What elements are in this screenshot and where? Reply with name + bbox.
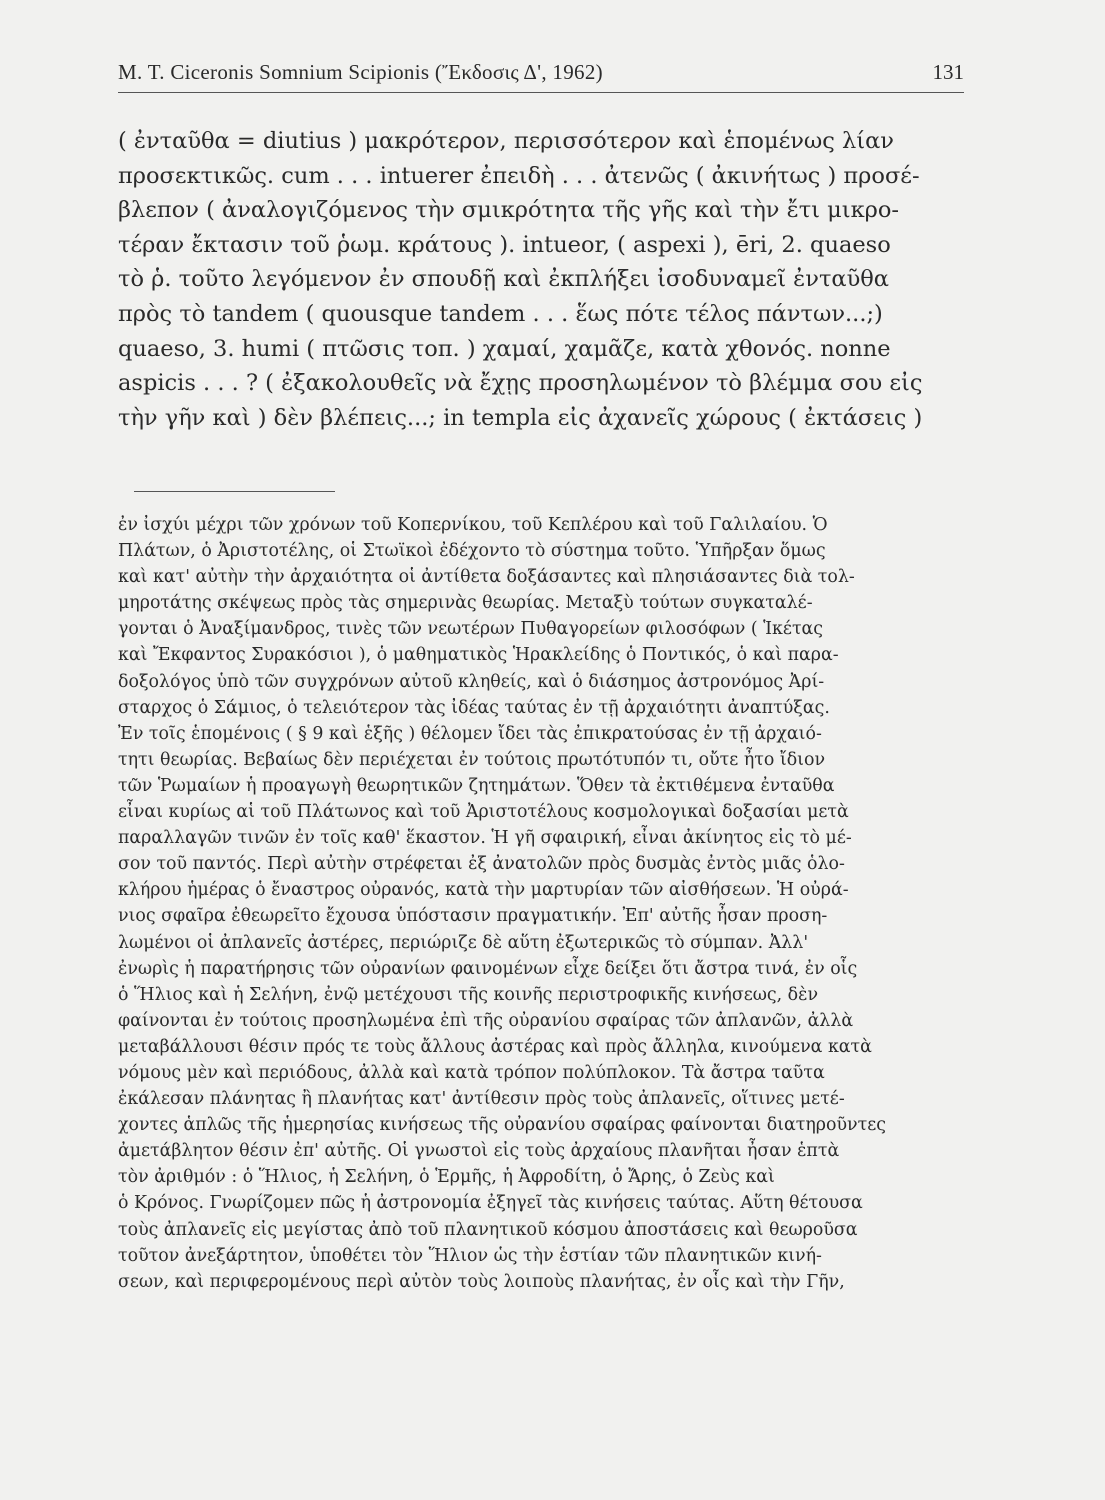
footnote-line: καὶ κατ' αὐτὴν τὴν ἀρχαιότητα οἱ ἀντίθετα δοξάσαντες καὶ πλησιάσαντες διὰ τολ- bbox=[118, 567, 855, 588]
footnote-line: μηροτάτης σκέψεως πρὸς τὰς σημερινὰς θεωρίας. Μεταξὺ τούτων συγκαταλέ- bbox=[118, 593, 813, 614]
footnote-line: τοὺς ἀπλανεῖς εἰς μεγίστας ἀπὸ τοῦ πλανητικοῦ κόσμου ἀποστάσεις καὶ θεωροῦσα bbox=[118, 1219, 858, 1240]
footnote-line: δοξολόγος ὑπὸ τῶν συγχρόνων αὐτοῦ κληθείς, καὶ ὁ διάσημος ἀστρονόμος Ἀρί- bbox=[118, 671, 825, 692]
main-commentary-text bbox=[118, 124, 970, 435]
running-header bbox=[118, 60, 964, 93]
footnote-line: σεων, καὶ περιφερομένους περὶ αὐτὸν τοὺς λοιποὺς πλανήτας, ἐν οἷς καὶ τὴν Γῆν, bbox=[118, 1271, 845, 1292]
main-text-line: quaeso, 3. humi ( πτῶσις τοπ. ) χαμαί, χαμᾶζε, κατὰ χθονός. nonne bbox=[118, 335, 891, 362]
footnote-line: ἐκάλεσαν πλάνητας ἢ πλανήτας κατ' ἀντίθεσιν πρὸς τοὺς ἀπλανεῖς, οἵτινες μετέ- bbox=[118, 1089, 845, 1110]
main-text-line: ( ἐνταῦθα = diutius ) μακρότερον, περισσότερον καὶ ἑπομένως λίαν bbox=[118, 128, 894, 154]
main-text-line: τέραν ἔκτασιν τοῦ ῥωμ. κράτους ). intueor, ( aspexi ), ēri, 2. quaeso bbox=[118, 231, 891, 258]
header-title: M. T. Ciceronis Somnium Scipionis (Ἔκδοσις Δ', 1962) bbox=[118, 60, 603, 84]
footnote-divider bbox=[134, 491, 335, 492]
footnote-line: σον τοῦ παντός. Περὶ αὐτὴν στρέφεται ἐξ ἀνατολῶν πρὸς δυσμὰς ἐντὸς μιᾶς ὁλο- bbox=[118, 854, 845, 875]
footnote-line: νιος σφαῖρα ἐθεωρεῖτο ἔχουσα ὑπόστασιν πραγματικήν. Ἐπ' αὐτῆς ἦσαν προση- bbox=[118, 906, 828, 927]
footnote-line: τὸν ἀριθμόν : ὁ Ἥλιος, ἡ Σελήνη, ὁ Ἑρμῆς, ἡ Ἀφροδίτη, ὁ Ἄρης, ὁ Ζεὺς καὶ bbox=[118, 1167, 775, 1188]
footnote-line: μεταβάλλουσι θέσιν πρός τε τοὺς ἄλλους ἀστέρας καὶ πρὸς ἄλληλα, κινούμενα κατὰ bbox=[118, 1036, 872, 1057]
footnote-line: χοντες ἁπλῶς τῆς ἡμερησίας κινήσεως τῆς οὐρανίου σφαίρας φαίνονται διατηροῦντες bbox=[118, 1115, 886, 1136]
page-number: 131 bbox=[932, 60, 964, 84]
footnote-line: γονται ὁ Ἀναξίμανδρος, τινὲς τῶν νεωτέρων Πυθαγορείων φιλοσόφων ( Ἱκέτας bbox=[118, 619, 824, 640]
footnote-line: κλήρου ἡμέρας ὁ ἔναστρος οὐρανός, κατὰ τὴν μαρτυρίαν τῶν αἰσθήσεων. Ἡ οὐρά- bbox=[118, 880, 849, 901]
footnote-line: ὁ Ἥλιος καὶ ἡ Σελήνη, ἐνῷ μετέχουσι τῆς κοινῆς περιστροφικῆς κινήσεως, δὲν bbox=[118, 984, 819, 1005]
footnote-line: τητι θεωρίας. Βεβαίως δὲν περιέχεται ἐν τούτοις πρωτότυπόν τι, οὔτε ἦτο ἴδιον bbox=[118, 749, 826, 770]
footnote-line: ἀμετάβλητον θέσιν ἐπ' αὐτῆς. Οἱ γνωστοὶ εἰς τοὺς ἀρχαίους πλανῆται ἦσαν ἑπτὰ bbox=[118, 1141, 840, 1162]
footnote-line: Πλάτων, ὁ Ἀριστοτέλης, οἱ Στωϊκοὶ ἐδέχοντο τὸ σύστημα τοῦτο. Ὑπῆρξαν ὅμως bbox=[118, 541, 826, 562]
footnote-line: εἶναι κυρίως αἱ τοῦ Πλάτωνος καὶ τοῦ Ἀριστοτέλους κοσμολογικαὶ δοξασίαι μετὰ bbox=[118, 802, 849, 823]
footnote-text bbox=[118, 512, 974, 1321]
footnote-line: ὁ Κρόνος. Γνωρίζομεν πῶς ἡ ἀστρονομία ἐξηγεῖ τὰς κινήσεις ταύτας. Αὕτη θέτουσα bbox=[118, 1193, 863, 1214]
footnote-line: νόμους μὲν καὶ περιόδους, ἀλλὰ καὶ κατὰ τρόπον πολύπλοκον. Τὰ ἄστρα ταῦτα bbox=[118, 1062, 825, 1083]
main-text-line: προσεκτικῶς. cum . . . intuerer ἐπειδὴ . . . ἀτενῶς ( ἀκινήτως ) προσέ- bbox=[118, 162, 920, 189]
main-text-line: βλεπον ( ἀναλογιζόμενος τὴν σμικρότητα τῆς γῆς καὶ τὴν ἔτι μικρο- bbox=[118, 197, 900, 224]
footnote-line: καὶ Ἔκφαντος Συρακόσιοι ), ὁ μαθηματικὸς Ἡρακλείδης ὁ Ποντικός, ὁ καὶ παρα- bbox=[118, 645, 839, 666]
footnote-line: φαίνονται ἐν τούτοις προσηλωμένα ἐπὶ τῆς οὐρανίου σφαίρας τῶν ἀπλανῶν, ἀλλὰ bbox=[118, 1010, 854, 1031]
footnote-line: τῶν Ῥωμαίων ἡ προαγωγὴ θεωρητικῶν ζητημάτων. Ὅθεν τὰ ἐκτιθέμενα ἐνταῦθα bbox=[118, 775, 835, 796]
footnote-line: Ἐν τοῖς ἑπομένοις ( § 9 καὶ ἑξῆς ) θέλομεν ἴδει τὰς ἐπικρατούσας ἐν τῇ ἀρχαιό- bbox=[118, 723, 822, 744]
main-text-line: aspicis . . . ? ( ἐξακολουθεῖς νὰ ἔχῃς προσηλωμένον τὸ βλέμμα σου εἰς bbox=[118, 370, 923, 397]
footnote-line: ἐνωρὶς ἡ παρατήρησις τῶν οὐρανίων φαινομένων εἶχε δείξει ὅτι ἄστρα τινά, ἐν οἷς bbox=[118, 958, 858, 979]
footnote-line: σταρχος ὁ Σάμιος, ὁ τελειότερον τὰς ἰδέας ταύτας ἐν τῇ ἀρχαιότητι ἀναπτύξας. bbox=[118, 697, 830, 718]
footnote-line bbox=[118, 1295, 974, 1321]
footnote-line: παραλλαγῶν τινῶν ἐν τοῖς καθ' ἕκαστον. Ἡ γῆ σφαιρική, εἶναι ἀκίνητος εἰς τὸ μέ- bbox=[118, 828, 852, 849]
main-text-line: τὸ ῥ. τοῦτο λεγόμενον ἐν σπουδῇ καὶ ἐκπλήξει ἰσοδυναμεῖ ἐνταῦθα bbox=[118, 266, 889, 293]
footnote-line: λωμένοι οἱ ἀπλανεῖς ἀστέρες, περιώριζε δὲ αὕτη ἐξωτερικῶς τὸ σύμπαν. Ἀλλ' bbox=[118, 932, 809, 953]
main-text-line: τὴν γῆν καὶ ) δὲν βλέπεις...; in templa εἰς ἀχανεῖς χώρους ( ἐκτάσεις ) bbox=[118, 404, 923, 431]
main-text-line: πρὸς τὸ tandem ( quousque tandem . . . ἕως πότε τέλος πάντων...;) bbox=[118, 300, 883, 327]
footnote-line: τοῦτον ἀνεξάρτητον, ὑποθέτει τὸν Ἥλιον ὡς τὴν ἑστίαν τῶν πλανητικῶν κινή- bbox=[118, 1245, 822, 1266]
footnote-line: ἐν ἰσχύι μέχρι τῶν χρόνων τοῦ Κοπερνίκου, τοῦ Κεπλέρου καὶ τοῦ Γαλιλαίου. Ὁ bbox=[118, 515, 828, 535]
